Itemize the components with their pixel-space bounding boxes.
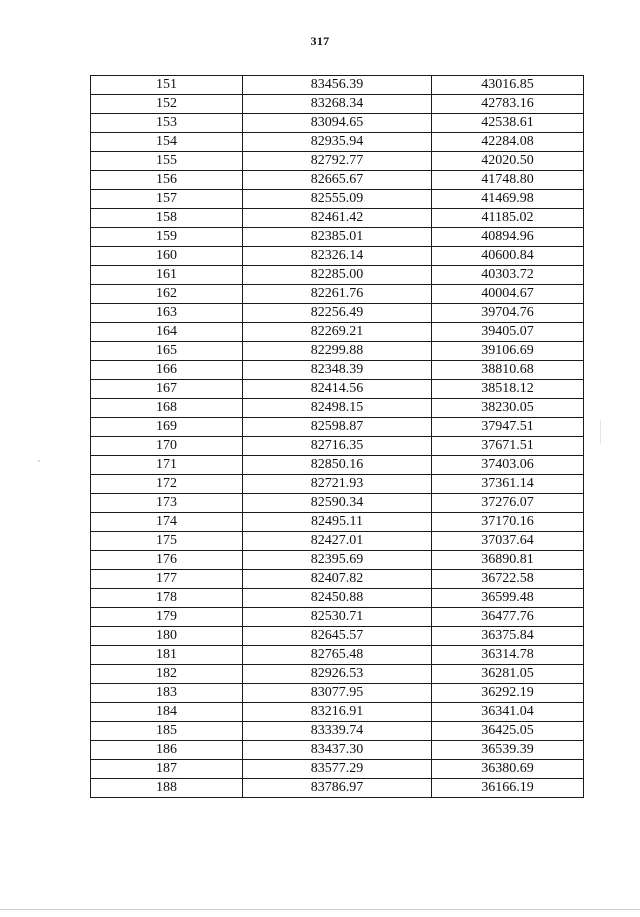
table-row (91, 722, 584, 741)
x-coordinate-cell: 82348.39 (243, 361, 432, 380)
y-coordinate-cell: 40004.67 (432, 285, 584, 304)
x-coordinate-cell: 82598.87 (243, 418, 432, 437)
y-coordinate-cell: 36722.58 (432, 570, 584, 589)
table-row (91, 266, 584, 285)
point-number-cell: 154 (91, 133, 243, 152)
point-number-cell: 169 (91, 418, 243, 437)
table-row (91, 304, 584, 323)
table-row (91, 133, 584, 152)
y-coordinate-cell: 38230.05 (432, 399, 584, 418)
y-coordinate-cell: 36890.81 (432, 551, 584, 570)
point-number-cell: 165 (91, 342, 243, 361)
y-coordinate-cell: 36292.19 (432, 684, 584, 703)
x-coordinate-cell: 82261.76 (243, 285, 432, 304)
x-coordinate-cell: 83216.91 (243, 703, 432, 722)
x-coordinate-cell: 82256.49 (243, 304, 432, 323)
y-coordinate-cell: 42284.08 (432, 133, 584, 152)
y-coordinate-cell: 42538.61 (432, 114, 584, 133)
x-coordinate-cell: 82395.69 (243, 551, 432, 570)
table-row (91, 570, 584, 589)
point-number-cell: 183 (91, 684, 243, 703)
table-row (91, 532, 584, 551)
x-coordinate-cell: 83339.74 (243, 722, 432, 741)
point-number-cell: 172 (91, 475, 243, 494)
x-coordinate-cell: 82498.15 (243, 399, 432, 418)
table-row (91, 513, 584, 532)
x-coordinate-cell: 82326.14 (243, 247, 432, 266)
y-coordinate-cell: 39106.69 (432, 342, 584, 361)
y-coordinate-cell: 36341.04 (432, 703, 584, 722)
y-coordinate-cell: 37403.06 (432, 456, 584, 475)
y-coordinate-cell: 37170.16 (432, 513, 584, 532)
point-number-cell: 181 (91, 646, 243, 665)
table-row (91, 171, 584, 190)
x-coordinate-cell: 82450.88 (243, 589, 432, 608)
y-coordinate-cell: 37276.07 (432, 494, 584, 513)
y-coordinate-cell: 36314.78 (432, 646, 584, 665)
table-row (91, 228, 584, 247)
y-coordinate-cell: 38518.12 (432, 380, 584, 399)
y-coordinate-cell: 41185.02 (432, 209, 584, 228)
y-coordinate-cell: 36425.05 (432, 722, 584, 741)
y-coordinate-cell: 36380.69 (432, 760, 584, 779)
point-number-cell: 156 (91, 171, 243, 190)
table-row (91, 114, 584, 133)
coordinate-table-container (90, 75, 583, 798)
x-coordinate-cell: 82935.94 (243, 133, 432, 152)
point-number-cell: 157 (91, 190, 243, 209)
scan-artifact-dot (38, 460, 40, 462)
table-row (91, 589, 584, 608)
point-number-cell: 174 (91, 513, 243, 532)
point-number-cell: 158 (91, 209, 243, 228)
x-coordinate-cell: 82665.67 (243, 171, 432, 190)
x-coordinate-cell: 83786.97 (243, 779, 432, 798)
y-coordinate-cell: 36281.05 (432, 665, 584, 684)
page-bottom-rule (0, 909, 640, 910)
point-number-cell: 161 (91, 266, 243, 285)
point-number-cell: 178 (91, 589, 243, 608)
x-coordinate-cell: 82716.35 (243, 437, 432, 456)
y-coordinate-cell: 43016.85 (432, 76, 584, 95)
point-number-cell: 186 (91, 741, 243, 760)
x-coordinate-cell: 83577.29 (243, 760, 432, 779)
x-coordinate-cell: 82385.01 (243, 228, 432, 247)
y-coordinate-cell: 41748.80 (432, 171, 584, 190)
y-coordinate-cell: 42020.50 (432, 152, 584, 171)
table-row (91, 323, 584, 342)
y-coordinate-cell: 37671.51 (432, 437, 584, 456)
point-number-cell: 173 (91, 494, 243, 513)
table-row (91, 684, 584, 703)
y-coordinate-cell: 36477.76 (432, 608, 584, 627)
page-number: 317 (310, 34, 330, 48)
y-coordinate-cell: 37361.14 (432, 475, 584, 494)
table-row (91, 494, 584, 513)
x-coordinate-cell: 82590.34 (243, 494, 432, 513)
point-number-cell: 162 (91, 285, 243, 304)
point-number-cell: 163 (91, 304, 243, 323)
y-coordinate-cell: 39405.07 (432, 323, 584, 342)
table-row (91, 209, 584, 228)
point-number-cell: 170 (91, 437, 243, 456)
x-coordinate-cell: 82414.56 (243, 380, 432, 399)
y-coordinate-cell: 38810.68 (432, 361, 584, 380)
table-row (91, 342, 584, 361)
y-coordinate-cell: 36166.19 (432, 779, 584, 798)
x-coordinate-cell: 83268.34 (243, 95, 432, 114)
x-coordinate-cell: 83437.30 (243, 741, 432, 760)
coordinate-table (90, 75, 584, 798)
table-row (91, 399, 584, 418)
y-coordinate-cell: 37037.64 (432, 532, 584, 551)
table-row (91, 247, 584, 266)
point-number-cell: 155 (91, 152, 243, 171)
point-number-cell: 179 (91, 608, 243, 627)
table-row (91, 95, 584, 114)
table-row (91, 741, 584, 760)
point-number-cell: 153 (91, 114, 243, 133)
table-row (91, 285, 584, 304)
table-row (91, 380, 584, 399)
point-number-cell: 177 (91, 570, 243, 589)
point-number-cell: 187 (91, 760, 243, 779)
point-number-cell: 171 (91, 456, 243, 475)
table-row (91, 475, 584, 494)
table-row (91, 760, 584, 779)
table-row (91, 627, 584, 646)
table-row (91, 76, 584, 95)
x-coordinate-cell: 82765.48 (243, 646, 432, 665)
point-number-cell: 188 (91, 779, 243, 798)
point-number-cell: 166 (91, 361, 243, 380)
coordinate-table-body (91, 76, 584, 798)
x-coordinate-cell: 82299.88 (243, 342, 432, 361)
x-coordinate-cell: 82926.53 (243, 665, 432, 684)
x-coordinate-cell: 82461.42 (243, 209, 432, 228)
y-coordinate-cell: 37947.51 (432, 418, 584, 437)
point-number-cell: 152 (91, 95, 243, 114)
x-coordinate-cell: 82792.77 (243, 152, 432, 171)
table-row (91, 703, 584, 722)
point-number-cell: 182 (91, 665, 243, 684)
point-number-cell: 168 (91, 399, 243, 418)
table-row (91, 551, 584, 570)
y-coordinate-cell: 40303.72 (432, 266, 584, 285)
y-coordinate-cell: 36539.39 (432, 741, 584, 760)
point-number-cell: 175 (91, 532, 243, 551)
x-coordinate-cell: 82495.11 (243, 513, 432, 532)
x-coordinate-cell: 82285.00 (243, 266, 432, 285)
table-row (91, 418, 584, 437)
y-coordinate-cell: 40894.96 (432, 228, 584, 247)
scan-artifact-mark (600, 420, 601, 444)
table-row (91, 152, 584, 171)
point-number-cell: 176 (91, 551, 243, 570)
point-number-cell: 185 (91, 722, 243, 741)
y-coordinate-cell: 41469.98 (432, 190, 584, 209)
x-coordinate-cell: 82721.93 (243, 475, 432, 494)
table-row (91, 190, 584, 209)
x-coordinate-cell: 83094.65 (243, 114, 432, 133)
point-number-cell: 159 (91, 228, 243, 247)
point-number-cell: 167 (91, 380, 243, 399)
y-coordinate-cell: 36375.84 (432, 627, 584, 646)
x-coordinate-cell: 82645.57 (243, 627, 432, 646)
x-coordinate-cell: 82850.16 (243, 456, 432, 475)
table-row (91, 608, 584, 627)
y-coordinate-cell: 36599.48 (432, 589, 584, 608)
y-coordinate-cell: 42783.16 (432, 95, 584, 114)
x-coordinate-cell: 82407.82 (243, 570, 432, 589)
table-row (91, 456, 584, 475)
table-row (91, 361, 584, 380)
x-coordinate-cell: 82427.01 (243, 532, 432, 551)
x-coordinate-cell: 82555.09 (243, 190, 432, 209)
x-coordinate-cell: 83077.95 (243, 684, 432, 703)
table-row (91, 665, 584, 684)
y-coordinate-cell: 40600.84 (432, 247, 584, 266)
point-number-cell: 160 (91, 247, 243, 266)
point-number-cell: 180 (91, 627, 243, 646)
table-row (91, 437, 584, 456)
x-coordinate-cell: 83456.39 (243, 76, 432, 95)
point-number-cell: 184 (91, 703, 243, 722)
point-number-cell: 164 (91, 323, 243, 342)
point-number-cell: 151 (91, 76, 243, 95)
x-coordinate-cell: 82269.21 (243, 323, 432, 342)
table-row (91, 646, 584, 665)
y-coordinate-cell: 39704.76 (432, 304, 584, 323)
table-row (91, 779, 584, 798)
x-coordinate-cell: 82530.71 (243, 608, 432, 627)
